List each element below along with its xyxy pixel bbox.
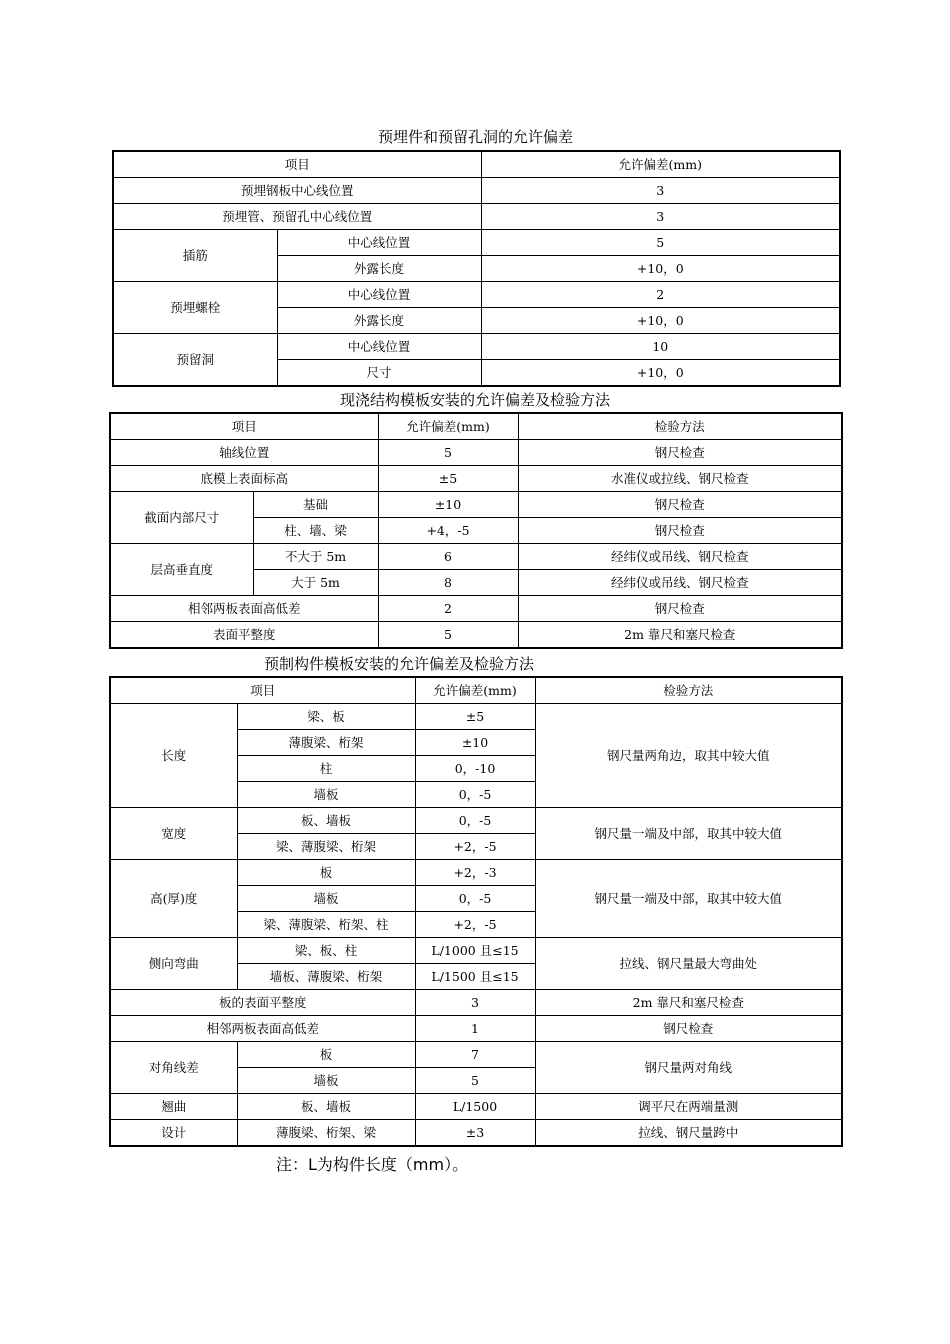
row-item: 预埋管、预留孔中心线位置 xyxy=(113,204,481,230)
row-sub-item: 梁、薄腹梁、桁架 xyxy=(237,834,415,860)
header-item: 项目 xyxy=(110,413,378,440)
header-tolerance: 允许偏差(mm) xyxy=(415,677,535,704)
header-method: 检验方法 xyxy=(535,677,842,704)
row-tolerance: ±10 xyxy=(378,492,518,518)
row-tolerance: 3 xyxy=(481,178,840,204)
row-method: 2m 靠尺和塞尺检查 xyxy=(535,990,842,1016)
row-sub-item: 梁、薄腹梁、桁架、柱 xyxy=(237,912,415,938)
row-sub-item: 墙板 xyxy=(237,782,415,808)
row-tolerance: L/1500 且≤15 xyxy=(415,964,535,990)
row-method: 拉线、钢尺量跨中 xyxy=(535,1120,842,1147)
table-row xyxy=(110,492,842,518)
table-row xyxy=(113,334,840,360)
row-sub-item: 墙板、薄腹梁、桁架 xyxy=(237,964,415,990)
table-row xyxy=(110,466,842,492)
table-row xyxy=(113,178,840,204)
row-group: 插筋 xyxy=(113,230,277,282)
header-tolerance: 允许偏差(mm) xyxy=(481,151,840,178)
row-group: 长度 xyxy=(110,704,237,808)
table-row xyxy=(113,204,840,230)
row-tolerance: 5 xyxy=(481,230,840,256)
row-sub-item: 外露长度 xyxy=(277,308,481,334)
row-method: 经纬仪或吊线、钢尺检查 xyxy=(518,570,842,596)
row-tolerance: 0，-5 xyxy=(415,782,535,808)
row-tolerance: +10，0 xyxy=(481,308,840,334)
row-item: 轴线位置 xyxy=(110,440,378,466)
row-tolerance: 5 xyxy=(378,622,518,649)
row-item: 预埋钢板中心线位置 xyxy=(113,178,481,204)
row-tolerance: ±5 xyxy=(415,704,535,730)
row-sub-item: 梁、板、柱 xyxy=(237,938,415,964)
row-group: 截面内部尺寸 xyxy=(110,492,253,544)
row-method: 钢尺检查 xyxy=(518,518,842,544)
row-method: 拉线、钢尺量最大弯曲处 xyxy=(535,938,842,990)
row-sub-item: 尺寸 xyxy=(277,360,481,387)
row-item: 板的表面平整度 xyxy=(110,990,415,1016)
row-tolerance: +2，-5 xyxy=(415,912,535,938)
row-item: 相邻两板表面高低差 xyxy=(110,1016,415,1042)
table-row xyxy=(110,622,842,649)
row-method: 钢尺检查 xyxy=(518,596,842,622)
row-method: 经纬仪或吊线、钢尺检查 xyxy=(518,544,842,570)
row-item: 表面平整度 xyxy=(110,622,378,649)
row-tolerance: 0，-5 xyxy=(415,886,535,912)
row-group: 设计 xyxy=(110,1120,237,1147)
row-method: 调平尺在两端量测 xyxy=(535,1094,842,1120)
row-tolerance: +10，0 xyxy=(481,360,840,387)
row-sub-item: 墙板 xyxy=(237,886,415,912)
table-precast-formwork xyxy=(109,676,843,1147)
table-row xyxy=(110,440,842,466)
row-tolerance: 3 xyxy=(481,204,840,230)
row-method: 水准仪或拉线、钢尺检查 xyxy=(518,466,842,492)
row-sub-item: 板 xyxy=(237,860,415,886)
row-sub-item: 柱 xyxy=(237,756,415,782)
row-item: 底模上表面标高 xyxy=(110,466,378,492)
row-tolerance: 2 xyxy=(378,596,518,622)
row-tolerance: ±3 xyxy=(415,1120,535,1147)
row-tolerance: 5 xyxy=(415,1068,535,1094)
row-method: 2m 靠尺和塞尺检查 xyxy=(518,622,842,649)
table-embedded-parts xyxy=(112,150,841,387)
row-sub-item: 板、墙板 xyxy=(237,808,415,834)
header-method: 检验方法 xyxy=(518,413,842,440)
row-method: 钢尺量两角边，取其中较大值 xyxy=(535,704,842,808)
table-header-row xyxy=(113,151,840,178)
row-tolerance: 0，-10 xyxy=(415,756,535,782)
row-tolerance: +10，0 xyxy=(481,256,840,282)
table-cast-in-place-formwork xyxy=(109,412,843,649)
row-sub-item: 中心线位置 xyxy=(277,230,481,256)
table-row xyxy=(110,808,842,834)
footnote: 注：L为构件长度（mm）。 xyxy=(276,1155,469,1174)
row-sub-item: 不大于 5m xyxy=(253,544,378,570)
row-tolerance: +4，-5 xyxy=(378,518,518,544)
row-group: 宽度 xyxy=(110,808,237,860)
row-sub-item: 墙板 xyxy=(237,1068,415,1094)
table-row xyxy=(110,1042,842,1068)
table-row xyxy=(110,1094,842,1120)
row-tolerance: L/1500 xyxy=(415,1094,535,1120)
row-tolerance: ±10 xyxy=(415,730,535,756)
row-tolerance: 6 xyxy=(378,544,518,570)
row-method: 钢尺检查 xyxy=(535,1016,842,1042)
row-sub-item: 外露长度 xyxy=(277,256,481,282)
row-sub-item: 板 xyxy=(237,1042,415,1068)
header-tolerance: 允许偏差(mm) xyxy=(378,413,518,440)
row-group: 翘曲 xyxy=(110,1094,237,1120)
row-sub-item: 大于 5m xyxy=(253,570,378,596)
table3-title: 预制构件模板安装的允许偏差及检验方法 xyxy=(263,655,534,673)
row-item: 相邻两板表面高低差 xyxy=(110,596,378,622)
row-method: 钢尺检查 xyxy=(518,440,842,466)
row-group: 高(厚)度 xyxy=(110,860,237,938)
table-row xyxy=(110,990,842,1016)
table-row xyxy=(110,544,842,570)
row-sub-item: 梁、板 xyxy=(237,704,415,730)
table-row xyxy=(110,1016,842,1042)
table-row xyxy=(110,596,842,622)
table2-title: 现浇结构模板安装的允许偏差及检验方法 xyxy=(339,391,610,409)
table-row xyxy=(110,704,842,730)
row-method: 钢尺量一端及中部，取其中较大值 xyxy=(535,860,842,938)
row-group: 侧向弯曲 xyxy=(110,938,237,990)
row-sub-item: 基础 xyxy=(253,492,378,518)
table-header-row xyxy=(110,413,842,440)
row-tolerance: 1 xyxy=(415,1016,535,1042)
row-tolerance: +2，-3 xyxy=(415,860,535,886)
row-sub-item: 板、墙板 xyxy=(237,1094,415,1120)
row-method: 钢尺检查 xyxy=(518,492,842,518)
row-tolerance: L/1000 且≤15 xyxy=(415,938,535,964)
table-row xyxy=(110,1120,842,1147)
row-sub-item: 薄腹梁、桁架、梁 xyxy=(237,1120,415,1147)
table-row xyxy=(113,230,840,256)
row-tolerance: 2 xyxy=(481,282,840,308)
row-tolerance: 5 xyxy=(378,440,518,466)
row-tolerance: ±5 xyxy=(378,466,518,492)
row-tolerance: 7 xyxy=(415,1042,535,1068)
row-sub-item: 薄腹梁、桁架 xyxy=(237,730,415,756)
table-row xyxy=(110,860,842,886)
row-tolerance: 3 xyxy=(415,990,535,1016)
table-header-row xyxy=(110,677,842,704)
row-tolerance: 0，-5 xyxy=(415,808,535,834)
table-row xyxy=(110,938,842,964)
row-sub-item: 柱、墙、梁 xyxy=(253,518,378,544)
table-row xyxy=(113,282,840,308)
row-tolerance: 10 xyxy=(481,334,840,360)
table1-title: 预埋件和预留孔洞的允许偏差 xyxy=(377,128,573,146)
row-group: 层高垂直度 xyxy=(110,544,253,596)
row-tolerance: 8 xyxy=(378,570,518,596)
header-item: 项目 xyxy=(113,151,481,178)
row-sub-item: 中心线位置 xyxy=(277,334,481,360)
row-tolerance: +2，-5 xyxy=(415,834,535,860)
row-group: 对角线差 xyxy=(110,1042,237,1094)
header-item: 项目 xyxy=(110,677,415,704)
row-sub-item: 中心线位置 xyxy=(277,282,481,308)
row-group: 预埋螺栓 xyxy=(113,282,277,334)
row-method: 钢尺量两对角线 xyxy=(535,1042,842,1094)
row-method: 钢尺量一端及中部，取其中较大值 xyxy=(535,808,842,860)
row-group: 预留洞 xyxy=(113,334,277,387)
